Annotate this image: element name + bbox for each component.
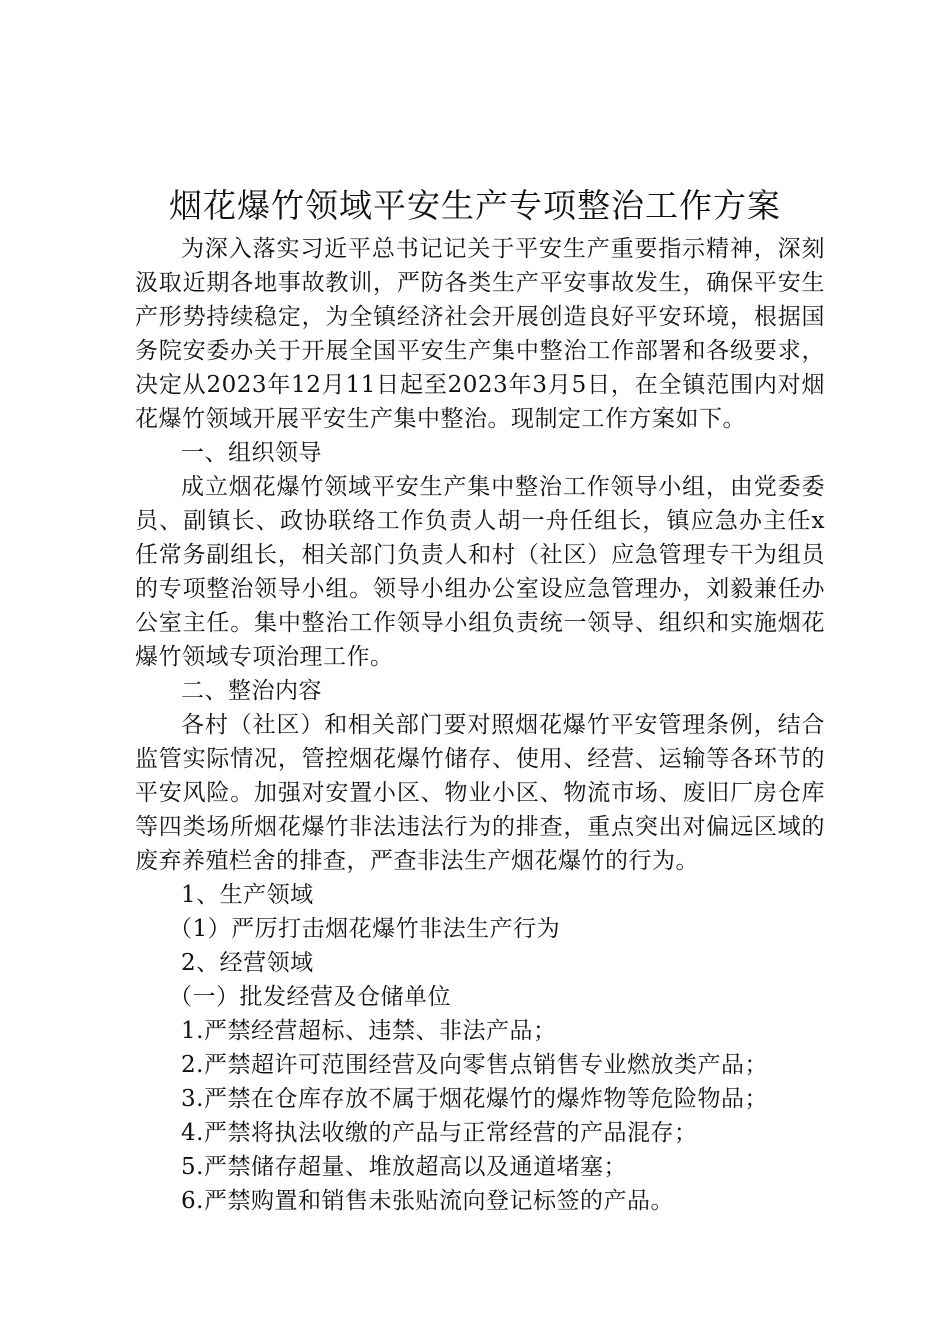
list-item: 3.严禁在仓库存放不属于烟花爆竹的爆炸物等危险物品； xyxy=(181,1086,768,1112)
subsection-heading-business: 2、经营领域 xyxy=(181,950,314,976)
list-item: 5.严禁储存超量、堆放超高以及通道堵塞； xyxy=(181,1154,627,1180)
list-item: 2.严禁超许可范围经营及向零售点销售专业燃放类产品； xyxy=(181,1052,768,1078)
business-group-heading: （一）批发经营及仓储单位 xyxy=(169,984,451,1010)
subsection-heading-production: 1、生产领域 xyxy=(181,882,314,908)
list-item: 4.严禁将执法收缴的产品与正常经营的产品混存； xyxy=(181,1120,698,1146)
organization-paragraph: 成立烟花爆竹领域平安生产集中整治工作领导小组，由党委委员、副镇长、政协联络工作负责人胡一舟任组长，镇应急办主任x任常务副组长，相关部门负责人和村（社区）应急管理专干为组员的专项整治领导小组。领导小组办公室设应急管理办，刘毅兼任办公室主任。集中整治工作领导小组负责统一领导、组织和实施烟花爆竹领域专项治理工作。 xyxy=(135,474,825,670)
list-item: 1.严禁经营超标、违禁、非法产品； xyxy=(181,1018,557,1044)
intro-paragraph: 为深入落实习近平总书记记关于平安生产重要指示精神，深刻汲取近期各地事故教训，严防各类生产平安事故发生，确保平安生产形势持续稳定，为全镇经济社会开展创造良好平安环境，根据国务院安委办关于开展全国平安生产集中整治工作部署和各级要求，决定从2023年12月11日起至2023年3月5日，在全镇范围内对烟花爆竹领域开展平安生产集中整治。现制定工作方案如下。 xyxy=(135,236,825,432)
list-item: 6.严禁购置和销售未张贴流向登记标签的产品。 xyxy=(181,1188,674,1214)
section-heading-organization: 一、组织领导 xyxy=(181,440,322,466)
document-body xyxy=(135,232,825,1218)
document-title: 烟花爆竹领域平安生产专项整治工作方案 xyxy=(169,186,781,225)
content-paragraph: 各村（社区）和相关部门要对照烟花爆竹平安管理条例，结合监管实际情况，管控烟花爆竹储存、使用、经营、运输等各环节的平安风险。加强对安置小区、物业小区、物流市场、废旧厂房仓库等四类场所烟花爆竹非法违法行为的排查，重点突出对偏远区域的废弃养殖栏舍的排查，严查非法生产烟花爆竹的行为。 xyxy=(135,712,825,874)
production-item: （1）严厉打击烟花爆竹非法生产行为 xyxy=(169,916,561,942)
section-heading-content: 二、整治内容 xyxy=(181,678,322,704)
